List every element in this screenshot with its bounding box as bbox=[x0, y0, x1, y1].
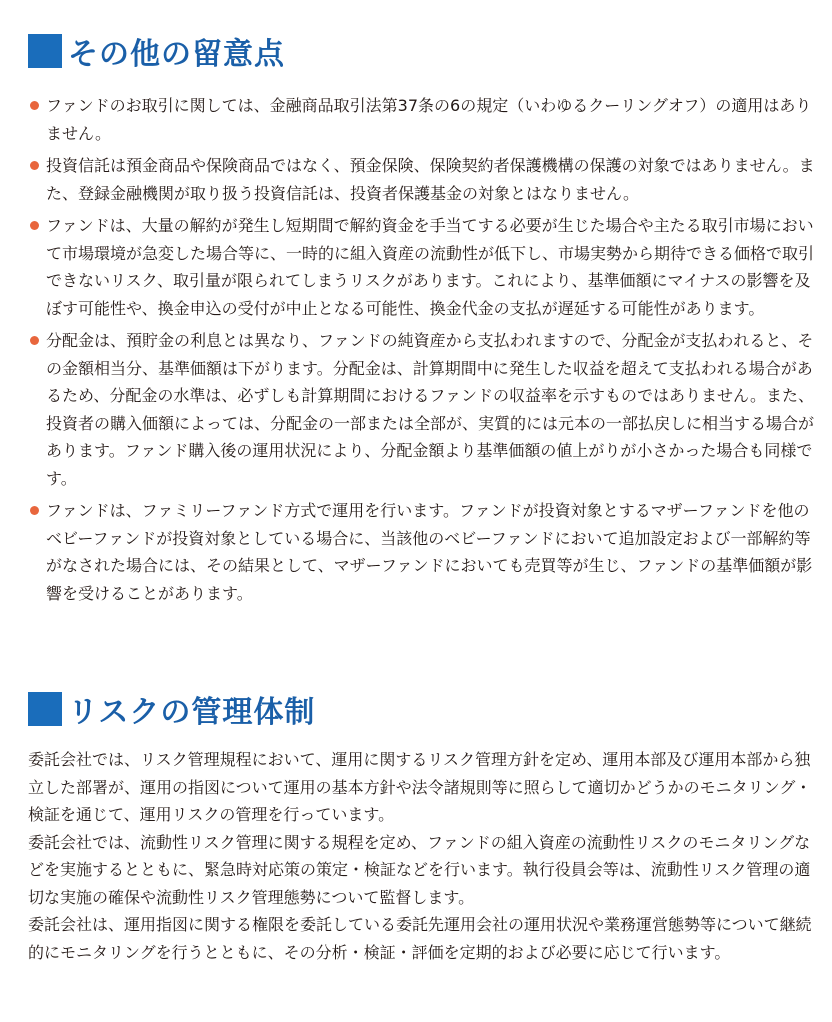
section-heading-risk-management bbox=[28, 689, 315, 729]
list-item-text: 分配金は、預貯金の利息とは異なり、ファンドの純資産から支払われますので、分配金が支払われると、その金額相当分、基準価額は下がります。分配金は、計算期間中に発生した収益を超えて支払われる場合があるため、分配金の水準は、必ずしも計算期間におけるファンドの収益率を示すものではありません。また、投資者の購入価額によっては、分配金の一部または全部が、実質的には元本の一部払戻しに相当する場合があります。ファンド購入後の運用状況により、分配金額より基準価額の値上がりが小さかった場合も同様です。 bbox=[46, 331, 815, 488]
risk-management-body bbox=[28, 746, 818, 966]
list-item bbox=[28, 497, 818, 607]
list-item bbox=[28, 152, 818, 207]
list-item bbox=[28, 92, 818, 147]
bullet-dot-icon bbox=[30, 101, 39, 110]
risk-paragraph: 委託会社では、リスク管理規程において、運用に関するリスク管理方針を定め、運用本部及び運用本部から独立した部署が、運用の指図について運用の基本方針や法令諸規則等に照らして適切かどうかのモニタリング・検証を通じて、運用リスクの管理を行っています。 bbox=[28, 750, 812, 824]
risk-paragraph: 委託会社では、流動性リスク管理に関する規程を定め、ファンドの組入資産の流動性リスクのモニタリングなどを実施するとともに、緊急時対応策の策定・検証などを行います。執行役員会等は、流動性リスク管理の適切な実施の確保や流動性リスク管理態勢について監督します。 bbox=[28, 832, 811, 907]
heading-square-icon bbox=[28, 692, 62, 726]
section-heading-other-notes bbox=[28, 31, 285, 71]
section-title-risk-management: リスクの管理体制 bbox=[68, 695, 316, 730]
list-item bbox=[28, 212, 818, 322]
bullet-dot-icon bbox=[30, 336, 39, 345]
list-item-text: ファンドは、ファミリーファンド方式で運用を行います。ファンドが投資対象とするマザーファンドを他のベビーファンドが投資対象としている場合に、当該他のベビーファンドにおいて追加設定および一部解約等がなされた場合には、その結果として、マザーファンドにおいても売買等が生じ、ファンドの基準価額が影響を受けることがあります。 bbox=[46, 501, 813, 603]
list-item-text: ファンドのお取引に関しては、金融商品取引法第37条の6の規定（いわゆるクーリングオフ）の適用はありません。 bbox=[46, 96, 812, 143]
list-item-text: 投資信託は預金商品や保険商品ではなく、預金保険、保険契約者保護機構の保護の対象ではありません。また、登録金融機関が取り扱う投資信託は、投資者保護基金の対象とはなりません。 bbox=[46, 156, 815, 203]
section-title-other-notes: その他の留意点 bbox=[68, 37, 285, 72]
risk-paragraph: 委託会社は、運用指図に関する権限を委託している委託先運用会社の運用状況や業務運営態勢等について継続的にモニタリングを行うとともに、その分析・検証・評価を定期的および必要に応じて行います。 bbox=[28, 915, 812, 962]
list-item bbox=[28, 327, 818, 492]
heading-square-icon bbox=[28, 34, 62, 68]
bullet-dot-icon bbox=[30, 506, 39, 515]
list-item-text: ファンドは、大量の解約が発生し短期間で解約資金を手当てする必要が生じた場合や主たる取引市場において市場環境が急変した場合等に、一時的に組入資産の流動性が低下し、市場実勢から期待できる価格で取引できないリスク、取引量が限られてしまうリスクがあります。これにより、基準価額にマイナスの影響を及ぼす可能性や、換金申込の受付が中止となる可能性、換金代金の支払が遅延する可能性があります。 bbox=[46, 216, 815, 318]
bullet-dot-icon bbox=[30, 161, 39, 170]
other-notes-list bbox=[28, 92, 818, 612]
bullet-dot-icon bbox=[30, 221, 39, 230]
